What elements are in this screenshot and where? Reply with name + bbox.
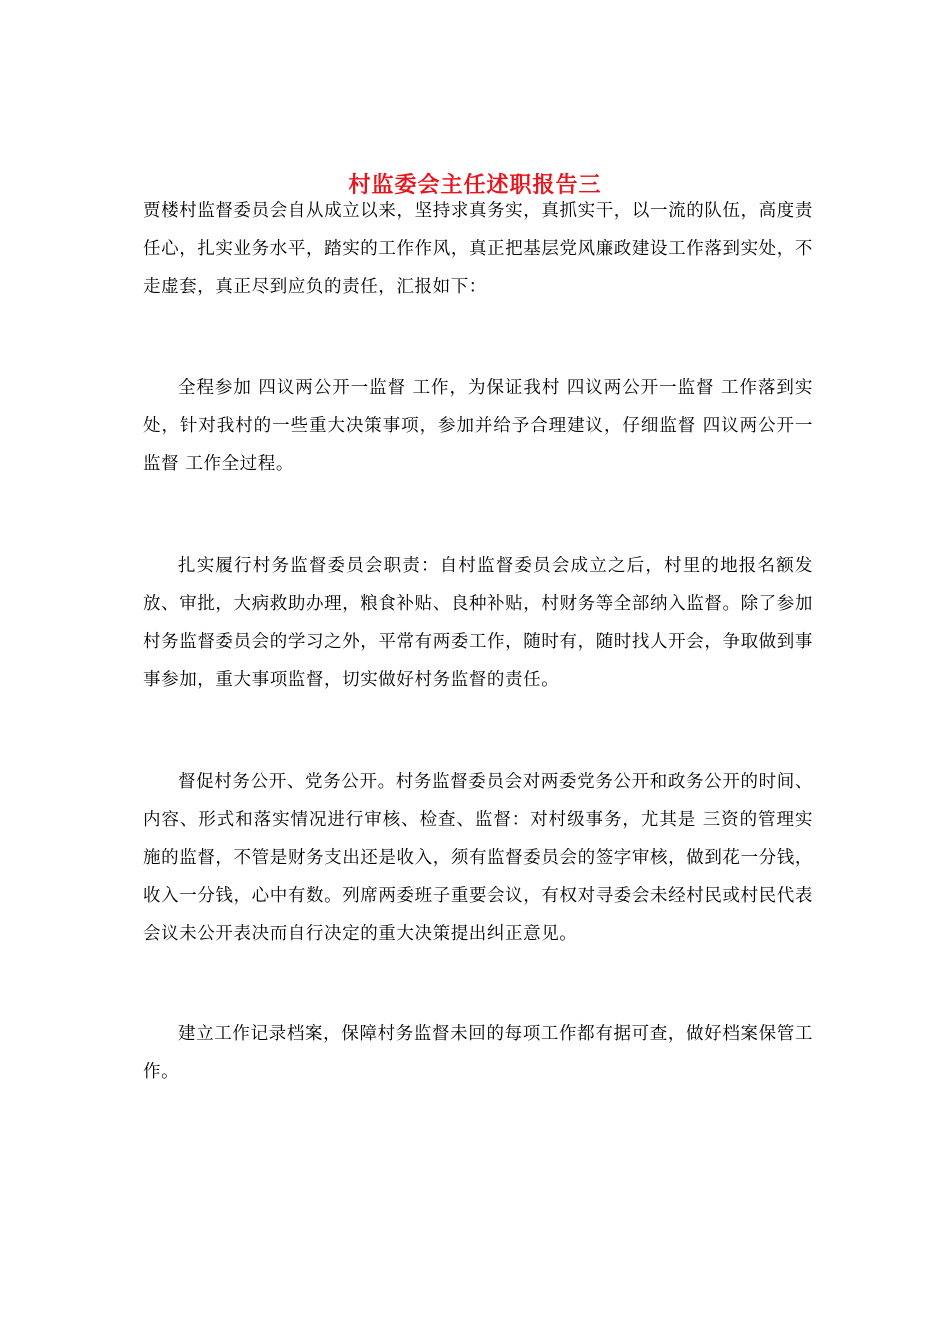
document-title: 村监委会主任述职报告三	[348, 171, 602, 198]
paragraph-participation: 全程参加 四议两公开一监督 工作，为保证我村 四议两公开一监督 工作落到实处，针对我村的一些重大决策事项，参加并给予合理建议，仔细监督 四议两公开一监督 工作全过程。	[143, 378, 813, 474]
intro-paragraph: 贾楼村监督委员会自从成立以来，坚持求真务实，真抓实干，以一流的队伍，高度责任心，扎实业务水平，踏实的工作作风，真正把基层党风廉政建设工作落到实处，不走虚套，真正尽到应负的责任，汇报如下：	[143, 201, 813, 297]
paragraph-duties: 扎实履行村务监督委员会职责：自村监督委员会成立之后，村里的地报名额发放、审批，大病救助办理，粮食补贴、良种补贴，村财务等全部纳入监督。除了参加村务监督委员会的学习之外，平常有两委工作，随时有，随时找人开会，争取做到事事参加，重大事项监督，切实做好村务监督的责任。	[143, 556, 813, 690]
paragraph-records: 建立工作记录档案，保障村务监督未回的每项工作都有据可查，做好档案保管工作。	[143, 1024, 813, 1082]
paragraph-openness: 督促村务公开、党务公开。村务监督委员会对两委党务公开和政务公开的时间、内容、形式和落实情况进行审核、检查、监督：对村级事务，尤其是 三资的管理实施的监督，不管是财务支出还是收入，须有监督委员会的签字审核，做到花一分钱，收入一分钱，心中有数。列席两委班子重要会议，有权对寻委会未经村民或村民代表会议未公开表决而自行决定的重大决策提出纠正意见。	[143, 772, 813, 944]
